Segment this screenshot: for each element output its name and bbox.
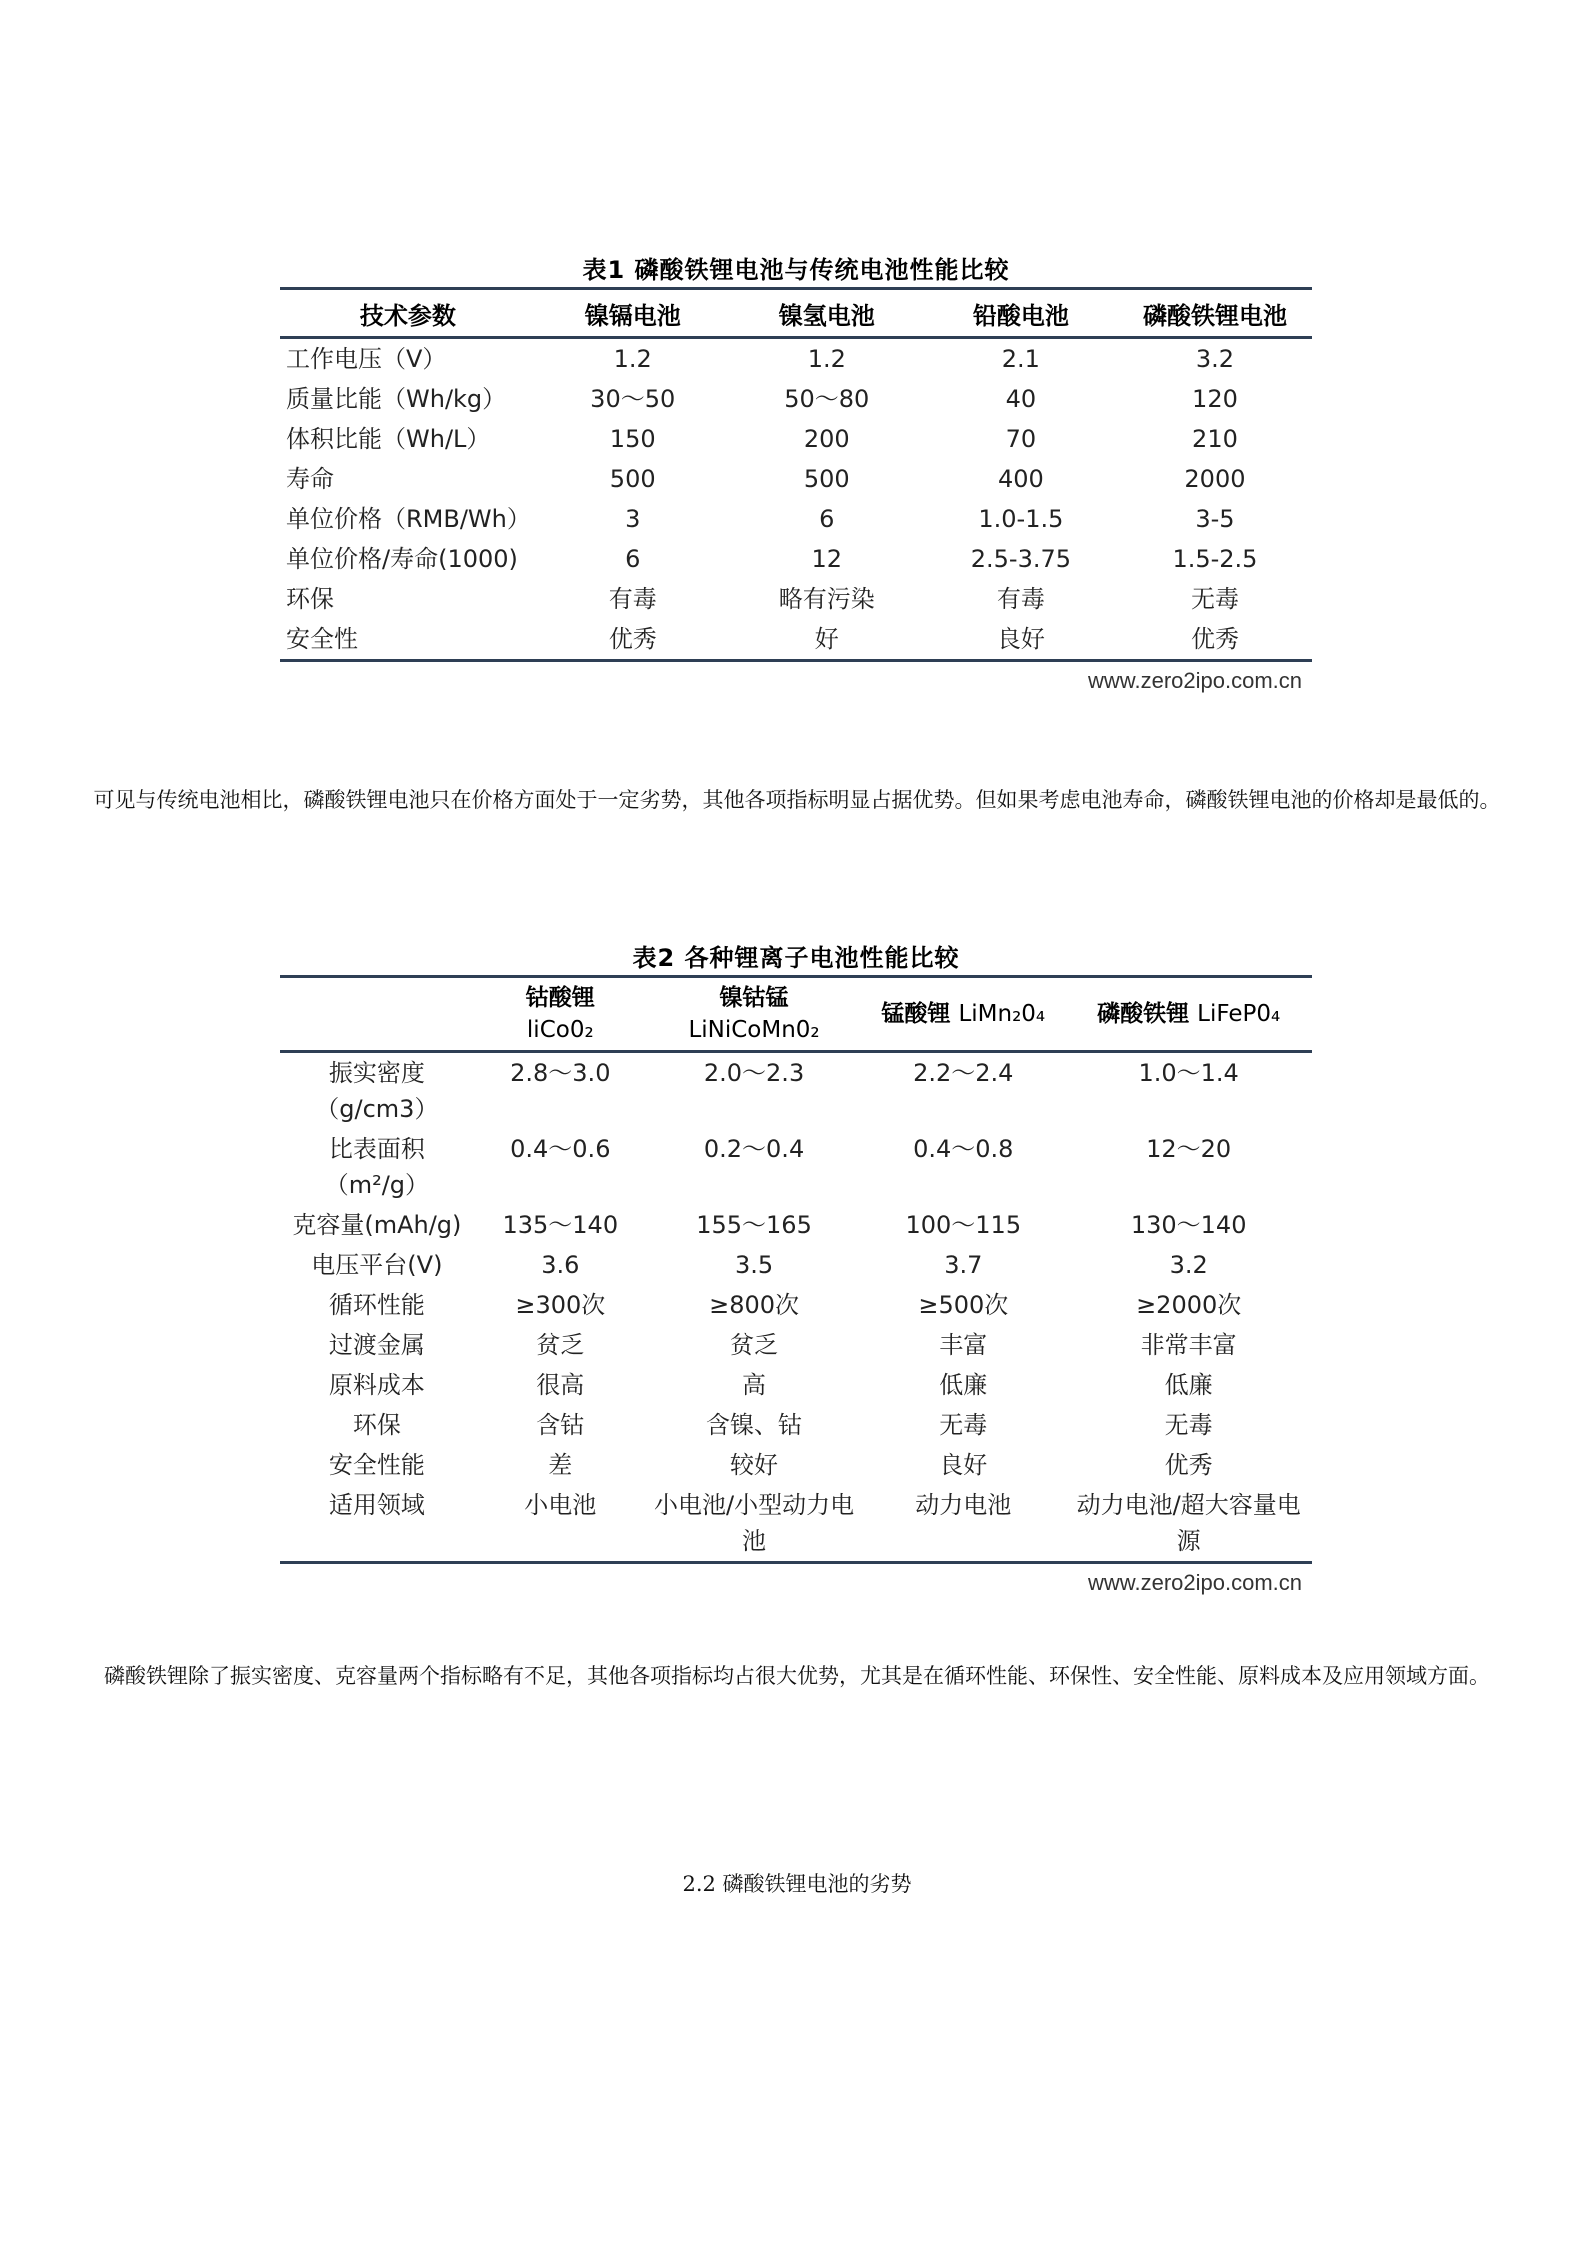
table2-header-name: 镍钴锰 bbox=[719, 985, 789, 1011]
table2-cell: 贫乏 bbox=[536, 1331, 585, 1359]
table2-cell: 2.8～3.0 bbox=[510, 1059, 611, 1087]
table1-header-cell: 铅酸电池 bbox=[972, 301, 1069, 330]
table2-header-cell bbox=[647, 977, 861, 1052]
table2-header-cell bbox=[861, 977, 1065, 1052]
table2-cell: 很高 bbox=[536, 1371, 585, 1399]
table2-cell: 0.2～0.4 bbox=[703, 1135, 805, 1163]
table1-cell: 200 bbox=[803, 425, 850, 453]
table2-cell: 低廉 bbox=[1164, 1371, 1213, 1399]
table2-cell: 安全性能 bbox=[328, 1451, 425, 1479]
table2-cell: ≥800次 bbox=[709, 1291, 800, 1319]
paragraph-1: 可见与传统电池相比，磷酸铁锂电池只在价格方面处于一定劣势，其他各项指标明显占据优势。但如果考虑电池寿命，磷酸铁锂电池的价格却是最低的。 bbox=[93, 788, 1501, 812]
table2-cell: 100～115 bbox=[905, 1211, 1022, 1239]
table1-cell: 1.2 bbox=[807, 345, 846, 373]
table1-row bbox=[280, 338, 1312, 380]
table1-cell: 体积比能（Wh/L） bbox=[286, 425, 491, 453]
table1-cell: 优秀 bbox=[1190, 625, 1239, 653]
table2-cell: 小电池/小型动力电池 bbox=[654, 1491, 855, 1555]
table1-header-cell: 镍氢电池 bbox=[778, 301, 875, 330]
table2-header-formula: LiNiCoMn0₂ bbox=[688, 1017, 820, 1043]
table1-cell: 6 bbox=[625, 545, 641, 573]
table1-cell: 有毒 bbox=[996, 585, 1045, 613]
table2-cell: 优秀 bbox=[1164, 1451, 1213, 1479]
table2-cell: 动力电池/超大容量电源 bbox=[1076, 1491, 1301, 1555]
table1-figure bbox=[280, 250, 1312, 694]
table2-row bbox=[280, 1285, 1312, 1325]
table1-cell: 3-5 bbox=[1195, 505, 1235, 533]
table2-cell: 12～20 bbox=[1146, 1135, 1232, 1163]
table1-cell: 400 bbox=[997, 465, 1044, 493]
paragraph-2: 磷酸铁锂除了振实密度、克容量两个指标略有不足，其他各项指标均占很大优势，尤其是在循环性能、环保性、安全性能、原料成本及应用领域方面。 bbox=[104, 1664, 1490, 1688]
table1-cell: 70 bbox=[1005, 425, 1037, 453]
table1-header-cell: 技术参数 bbox=[359, 301, 456, 330]
table1-caption: 表1 磷酸铁锂电池与传统电池性能比较 bbox=[582, 256, 1010, 284]
table2-cell: 无毒 bbox=[1164, 1411, 1213, 1439]
table1-cell: 略有污染 bbox=[778, 585, 875, 613]
table1-cell: 150 bbox=[609, 425, 656, 453]
table1-cell: 好 bbox=[814, 625, 839, 653]
table2-cell: 过渡金属 bbox=[328, 1331, 425, 1359]
table2-cell: 含钴 bbox=[536, 1411, 585, 1439]
table2-row bbox=[280, 1052, 1312, 1130]
table2-cell: 含镍、钴 bbox=[706, 1411, 803, 1439]
table1-row bbox=[280, 419, 1312, 459]
table2-caption: 表2 各种锂离子电池性能比较 bbox=[632, 944, 960, 972]
table2-header-row bbox=[280, 977, 1312, 1052]
table1-cell: 210 bbox=[1192, 425, 1238, 453]
table1-row bbox=[280, 579, 1312, 619]
table2-cell: 3.5 bbox=[734, 1251, 774, 1279]
table2-cell: 3.6 bbox=[541, 1251, 580, 1279]
table1-cell: 3.2 bbox=[1195, 345, 1235, 373]
table2-cell: 3.7 bbox=[944, 1251, 983, 1279]
table1-row bbox=[280, 499, 1312, 539]
table2-cell: 2.2～2.4 bbox=[913, 1059, 1014, 1087]
table1-cell: 30～50 bbox=[590, 385, 676, 413]
table1-row bbox=[280, 539, 1312, 579]
table2-cell: 3.2 bbox=[1169, 1251, 1208, 1279]
table1-cell: 2000 bbox=[1184, 465, 1246, 493]
table2-figure bbox=[280, 938, 1312, 1596]
table1-cell: 120 bbox=[1192, 385, 1238, 413]
table2-row bbox=[280, 1129, 1312, 1205]
table2-row bbox=[280, 1445, 1312, 1485]
table2-row bbox=[280, 1405, 1312, 1445]
table2-header-cell bbox=[1065, 977, 1312, 1052]
table2-cell: 非常丰富 bbox=[1140, 1331, 1237, 1359]
table2-cell: 适用领域 bbox=[328, 1491, 425, 1519]
table2-cell: 155～165 bbox=[696, 1211, 812, 1239]
table2-cell: 0.4～0.6 bbox=[510, 1135, 611, 1163]
table2-cell: 振实密度（g/cm3） bbox=[315, 1059, 439, 1123]
table1-cell: 500 bbox=[609, 465, 656, 493]
table1-cell: 2.5-3.75 bbox=[970, 545, 1071, 573]
table1-cell: 3 bbox=[625, 505, 641, 533]
table2-header-formula: liCo0₂ bbox=[526, 1017, 594, 1043]
table2-cell: ≥500次 bbox=[918, 1291, 1009, 1319]
table2-cell: 比表面积（m²/g） bbox=[324, 1135, 430, 1199]
table2-cell: 1.0～1.4 bbox=[1138, 1059, 1239, 1087]
table1-cell: 质量比能（Wh/kg） bbox=[286, 385, 507, 413]
table2-cell: 高 bbox=[742, 1371, 767, 1399]
table1-cell: 无毒 bbox=[1190, 585, 1239, 613]
table2-cell: 小电池 bbox=[524, 1491, 597, 1519]
table1-cell: 环保 bbox=[286, 585, 334, 613]
table1-cell: 寿命 bbox=[286, 465, 334, 493]
table2-cell: 环保 bbox=[352, 1411, 401, 1439]
table2-cell: 循环性能 bbox=[328, 1291, 425, 1319]
table1 bbox=[280, 287, 1312, 662]
table1-cell: 1.0-1.5 bbox=[978, 505, 1064, 533]
table1-cell: 6 bbox=[819, 505, 835, 533]
table2-cell: 低廉 bbox=[939, 1371, 988, 1399]
table2-cell: 130～140 bbox=[1130, 1211, 1247, 1239]
table2-header-name: 磷酸铁锂 bbox=[1097, 1001, 1190, 1027]
table1-cell: 500 bbox=[803, 465, 850, 493]
table2-row bbox=[280, 1485, 1312, 1563]
table2-cell: ≥2000次 bbox=[1136, 1291, 1242, 1319]
table1-cell: 12 bbox=[811, 545, 843, 573]
table1-watermark: www.zero2ipo.com.cn bbox=[1088, 668, 1302, 693]
table2-cell: 贫乏 bbox=[730, 1331, 779, 1359]
table2-cell: 丰富 bbox=[939, 1331, 988, 1359]
table2-header-name: 锰酸锂 bbox=[881, 1001, 951, 1027]
table1-cell: 40 bbox=[1005, 385, 1037, 413]
table1-cell: 单位价格（RMB/Wh） bbox=[286, 505, 531, 533]
table1-cell: 2.1 bbox=[1001, 345, 1040, 373]
table2-header-formula: LiFeP0₄ bbox=[1197, 1001, 1281, 1027]
table2-cell: 135～140 bbox=[502, 1211, 619, 1239]
table2-cell: 电压平台(V) bbox=[311, 1251, 443, 1279]
table2-row bbox=[280, 1325, 1312, 1365]
table2-row bbox=[280, 1205, 1312, 1245]
table2-cell: 良好 bbox=[939, 1451, 988, 1479]
table2-cell: 2.0～2.3 bbox=[703, 1059, 805, 1087]
table1-cell: 有毒 bbox=[608, 585, 657, 613]
section-heading: 2.2 磷酸铁锂电池的劣势 bbox=[682, 1872, 912, 1896]
table2-cell: 原料成本 bbox=[328, 1371, 425, 1399]
table1-header-cell: 镍镉电池 bbox=[584, 301, 681, 330]
table1-row bbox=[280, 379, 1312, 419]
table2-cell: 克容量(mAh/g) bbox=[292, 1211, 462, 1239]
table2 bbox=[280, 975, 1312, 1564]
table2-watermark: www.zero2ipo.com.cn bbox=[1088, 1570, 1302, 1595]
table1-cell: 优秀 bbox=[608, 625, 657, 653]
table1-cell: 1.2 bbox=[613, 345, 652, 373]
table2-cell: 无毒 bbox=[939, 1411, 988, 1439]
table1-cell: 良好 bbox=[996, 625, 1045, 653]
table1-cell: 50～80 bbox=[784, 385, 870, 413]
table2-cell: 0.4～0.8 bbox=[913, 1135, 1014, 1163]
table1-row bbox=[280, 459, 1312, 499]
table2-cell: 动力电池 bbox=[915, 1491, 1012, 1519]
table2-header-name: 钴酸锂 bbox=[525, 985, 595, 1011]
table2-cell: 较好 bbox=[730, 1451, 779, 1479]
table2-cell: 差 bbox=[548, 1451, 573, 1479]
table1-header-cell: 磷酸铁锂电池 bbox=[1142, 301, 1287, 330]
table1-cell: 1.5-2.5 bbox=[1172, 545, 1258, 573]
table2-header-formula: LiMn₂0₄ bbox=[958, 1001, 1046, 1027]
table1-row bbox=[280, 619, 1312, 661]
table2-cell: ≥300次 bbox=[515, 1291, 606, 1319]
table1-cell: 安全性 bbox=[286, 625, 358, 653]
table2-header-cell bbox=[280, 977, 474, 1052]
table1-header-row bbox=[280, 289, 1312, 338]
table2-row bbox=[280, 1245, 1312, 1285]
table1-cell: 单位价格/寿命(1000) bbox=[286, 545, 518, 573]
table2-row bbox=[280, 1365, 1312, 1405]
table1-cell: 工作电压（V） bbox=[286, 345, 447, 373]
table2-header-cell bbox=[474, 977, 647, 1052]
